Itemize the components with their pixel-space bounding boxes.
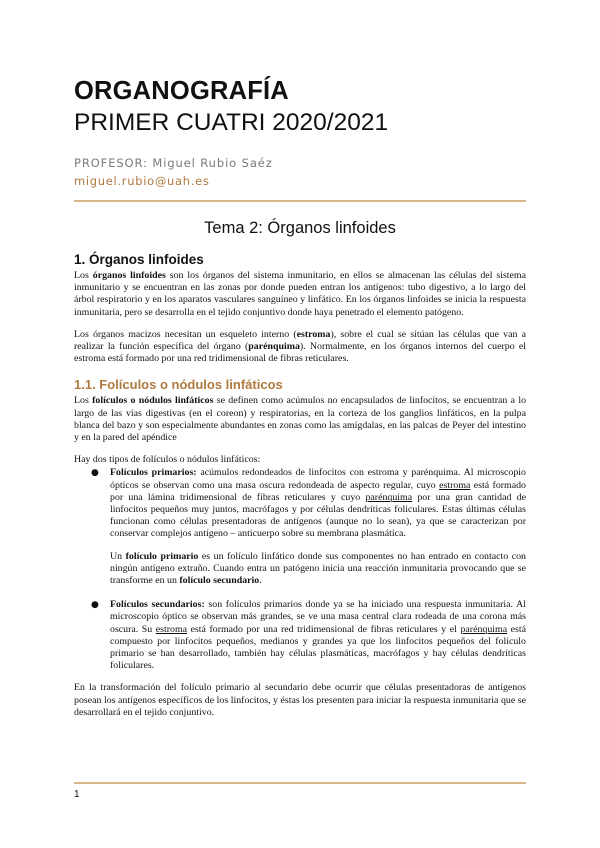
text-run: es un folículo linfático donde sus componentes no han entrado en contacto con ningún antígeno extraño. Cuando entra un patógeno inicia una reacción inmunitaria provocando que se transforme en un xyxy=(110,550,526,587)
text-run: son los órganos del sistema inmunitario, en ellos se almacenan las células del sistema inmunitario y se encuentran en las zonas por donde pueden entran los antígenos: tubo digestivo, a lo largo del árbol respiratorio y en los aparatos vasculares sanguíneo y linfático. En los órganos linfoides se inicia la respuesta inmunitaria, pero se desarrolla en el tejido conjuntivo donde haya penetrado el elemento patógeno. xyxy=(74,270,526,318)
underlined-term: estroma xyxy=(155,623,188,635)
text-run: está formado por una red tridimensional de fibras reticulares y el xyxy=(187,623,461,635)
professor-email: miguel.rubio@uah.es xyxy=(74,174,210,188)
text-run: se definen como acúmulos no encapsulados de linfocitos, se encuentran a lo largo de las vías digestivas (en el coreon) y respiratorias, en la corteza de los ganglios linfáticos, en la pulpa blanca del bazo y son especialmente abundantes en zonas como las amígdalas, en las palcas de Peyer del intestino y en la pared del apéndice xyxy=(74,395,527,444)
bold-term: folículo secundario xyxy=(179,575,260,587)
text-run: Los órganos macizos necesitan un esqueleto interno ( xyxy=(74,328,297,340)
follicle-types-list xyxy=(74,467,526,672)
paragraph-foliculo-primario xyxy=(110,551,526,588)
text-run: ). Normalmente, en los órganos internos del cuerpo el estroma está formado por una red tridimensional de fibras reticulares. xyxy=(74,341,526,365)
text-run: Los xyxy=(74,395,93,407)
professor-line: PROFESOR: Miguel Rubio Saéz xyxy=(74,156,273,170)
paragraph-estroma xyxy=(74,329,526,366)
bold-term: Folículos secundarios: xyxy=(110,599,205,611)
text-run: Un xyxy=(110,550,126,562)
footer-divider xyxy=(74,782,526,784)
underlined-term: parénquima xyxy=(460,623,508,635)
text-run: por una gran cantidad de linfocitos pequeños muy juntos, macrófagos y por células dendríticas foliculares. Estas últimas células funcionan como células presentadoras de antígenos (aunque no lo sean), ya que se caracterizan por conservar complejos antígeno – anticuerpo sobre su membrana plasmática. xyxy=(110,491,526,540)
list-item-secundarios xyxy=(74,599,526,672)
text-run: ), sobre el cual se sitúan las células que van a realizar la función específica del órgano ( xyxy=(74,328,526,353)
text-run: está formado por una lámina tridimensional de fibras reticulares y cuyo xyxy=(110,479,526,503)
text-run: Los xyxy=(74,270,93,281)
page-number: 1 xyxy=(74,789,80,800)
underlined-term: estroma xyxy=(439,479,471,491)
paragraph-primarios xyxy=(110,467,526,540)
text-run: está compuesto por linfocitos pequeños, medianos y grandes ya que los linfocitos pequeños del folículo primario se han desarrollado, también hay células plasmáticas, macrófagos y hay células dendríticas foliculares. xyxy=(110,623,526,672)
bold-term: estroma xyxy=(296,328,331,340)
paragraph-foliculos xyxy=(74,395,526,444)
underlined-term: parénquima xyxy=(365,491,413,503)
document-subtitle: PRIMER CUATRI 2020/2021 xyxy=(74,109,389,136)
text-run: acúmulos redondeados de linfocitos con estroma y parénquima. Al microscopio ópticos se observan como una masa oscura redondeada de aspecto regular, cuyo xyxy=(110,467,526,491)
bold-term: folículo primario xyxy=(125,550,199,562)
paragraph-transformacion: En la transformación del folículo primario al secundario debe ocurrir que células presentadoras de antígenos posean los antígenos específicos de los linfocitos, y éstas los presenten para iniciar la respuesta inmunitaria que se desarrollará en el tejido conjuntivo. xyxy=(74,682,526,718)
bold-term: Folículos primarios: xyxy=(110,467,197,479)
section-heading-organos-linfoides: 1. Órganos linfoides xyxy=(74,252,204,267)
text-run: . xyxy=(259,575,262,587)
bullet-icon: ● xyxy=(91,468,99,479)
section-heading-foliculos: 1.1. Folículos o nódulos linfáticos xyxy=(74,377,283,393)
bold-term: folículos o nódulos linfáticos xyxy=(92,395,214,407)
paragraph-secundarios xyxy=(110,599,526,672)
tema-title: Tema 2: Órganos linfoides xyxy=(204,219,396,237)
bullet-icon: ● xyxy=(91,600,99,611)
text-run: son folículos primarios donde ya se ha iniciado una respuesta inmunitaria. Al microscopio óptico se observan más grandes, se ve una masa central clara rodeada de una corona más oscura. Su xyxy=(110,599,526,635)
paragraph-tipos-intro: Hay dos tipos de folículos o nódulos linfáticos: xyxy=(74,454,261,466)
bold-term: parénquima xyxy=(248,341,300,353)
document-title: ORGANOGRAFÍA xyxy=(74,77,289,105)
bold-term: órganos linfoides xyxy=(92,270,166,281)
list-item-primarios xyxy=(74,467,526,587)
paragraph-organos-linfoides xyxy=(74,270,526,319)
header-divider xyxy=(74,200,526,202)
